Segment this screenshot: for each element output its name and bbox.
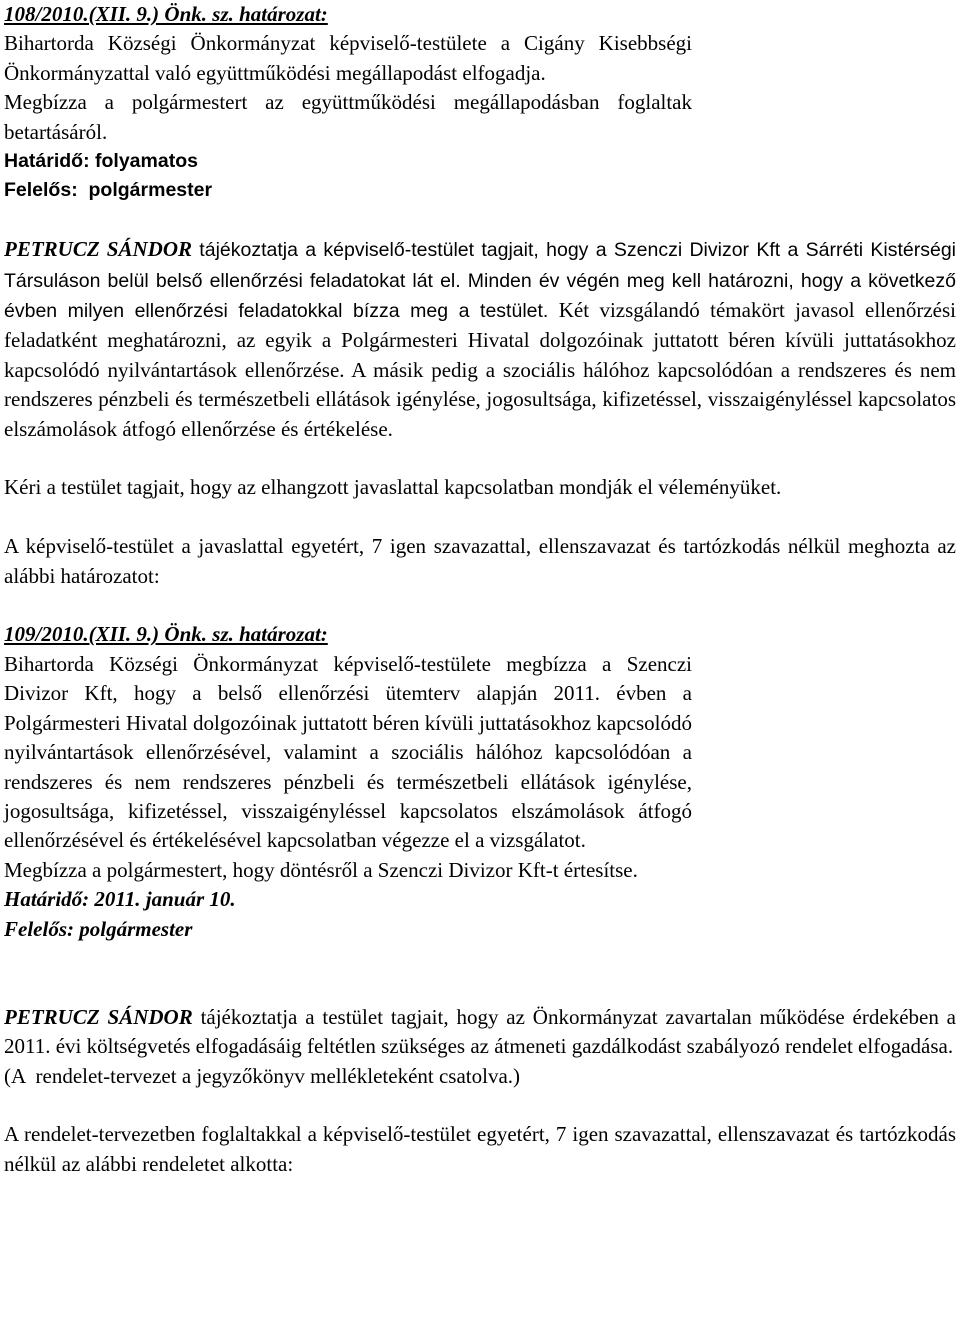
audit-text-part3: Két vizsgálandó témakört javasol ellenőrzési feladatként meghatározni, az egyik a Polgármesteri Hivatal dolgozóinak juttatott béren kívüli juttatásokhoz kapcsolódó nyilvántartások ellenőrzése.: [4, 298, 956, 382]
resolution-header: 109/2010.(XII. 9.) Önk. sz. határozat:: [4, 622, 328, 647]
resolution-108: [4, 0, 692, 206]
resolution-mandate: Megbízza a polgármestert, hogy döntésről a Szenczi Divizor Kft-t értesítse.: [4, 857, 638, 882]
audit-text-part4: A másik pedig a szociális hálóhoz kapcsolódóan a rendszeres és nem rendszeres pénzbeli és természetbeli ellátások igénylése, jogosultsága, kifizetéssel, visszaigényléssel kapcsolatos elszámolások átfogó ellenőrzése és értékelése.: [4, 357, 956, 441]
resolution-deadline: Határidő: folyamatos: [4, 150, 198, 173]
spacer: [4, 944, 956, 1003]
section-audit: [4, 235, 956, 591]
section-budget: [4, 1003, 956, 1179]
resolution-header: 108/2010.(XII. 9.) Önk. sz. határozat:: [4, 2, 328, 26]
request-paragraph: Kéri a testület tagjait, hogy az elhangzott javaslattal kapcsolatban mondják el véleményüket.: [4, 475, 782, 500]
spacer: [4, 206, 956, 235]
budget-vote: A rendelet-tervezetben foglaltakkal a képviselő-testület egyetért, 7 igen szavazattal, ellenszavazat és tartózkodás nélkül az alábbi rendeletet alkotta:: [4, 1122, 956, 1176]
vote-paragraph: A képviselő-testület a javaslattal egyetért, 7 igen szavazattal, ellenszavazat és tartózkodás nélkül meghozta az alábbi határozatot:: [4, 534, 956, 588]
audit-text-part1: tájékoztatja a képviselő-testület tagjait, hogy a Szenczi Divizor Kft a Sárréti Kistérségi Társuláson belül belső ellenőrzési feladatokat lát el.: [4, 239, 957, 292]
speaker-name: PETRUCZ SÁNDOR: [4, 237, 192, 262]
budget-note: (A rendelet-tervezet a jegyzőkönyv mellékleteként csatolva.): [4, 1063, 521, 1088]
resolution-109: [4, 620, 692, 943]
budget-paragraph: [4, 1003, 956, 1062]
resolution-body: Bihartorda Községi Önkormányzat képviselő-testülete a Cigány Kisebbségi Önkormányzattal való együttműködési megállapodást elfogadja.: [4, 31, 692, 85]
audit-paragraph: [4, 235, 956, 444]
spacer: [4, 1091, 956, 1120]
budget-text: tájékoztatja a testület tagjait, hogy az Önkormányzat zavartalan működése érdekében a 2011. évi költségvetés elfogadásáig feltétlen szükséges az átmeneti gazdálkodást szabályozó rendelet elfogadása.: [4, 1004, 957, 1059]
audit-text-part2: Minden év végén meg kell határozni, hogy a következő évben milyen ellenőrzési feladatokkal bízza meg a testület.: [4, 269, 956, 323]
resolution-body: Bihartorda Községi Önkormányzat képviselő-testülete megbízza a Szenczi Divizor Kft, hogy a belső ellenőrzési ütemterv alapján 2011. évben a Polgármesteri Hivatal dolgozóinak juttatott béren kívüli juttatásokhoz kapcsolódó nyilvántartások ellenőrzésével, valamint a szociális hálóhoz kapcsolódóan a rendszeres és nem rendszeres pénzbeli és természetbeli ellátások igénylése, jogosultsága, kifizetéssel, visszaigényléssel kapcsolatos elszámolások átfogó ellenőrzésével és értékelésével kapcsolatban végezze el a vizsgálatot.: [4, 651, 692, 853]
spacer: [4, 503, 956, 532]
spacer: [4, 591, 956, 620]
resolution-responsible: Felelős: polgármester: [4, 916, 193, 941]
speaker-name: PETRUCZ SÁNDOR: [4, 1004, 193, 1029]
document-page: [4, 0, 956, 1179]
resolution-mandate: Megbízza a polgármestert az együttműködési megállapodásban foglaltak betartásáról.: [4, 90, 692, 144]
resolution-deadline: Határidő: 2011. január 10.: [4, 887, 236, 912]
resolution-responsible: Felelős: polgármester: [4, 179, 213, 202]
spacer: [4, 444, 956, 473]
